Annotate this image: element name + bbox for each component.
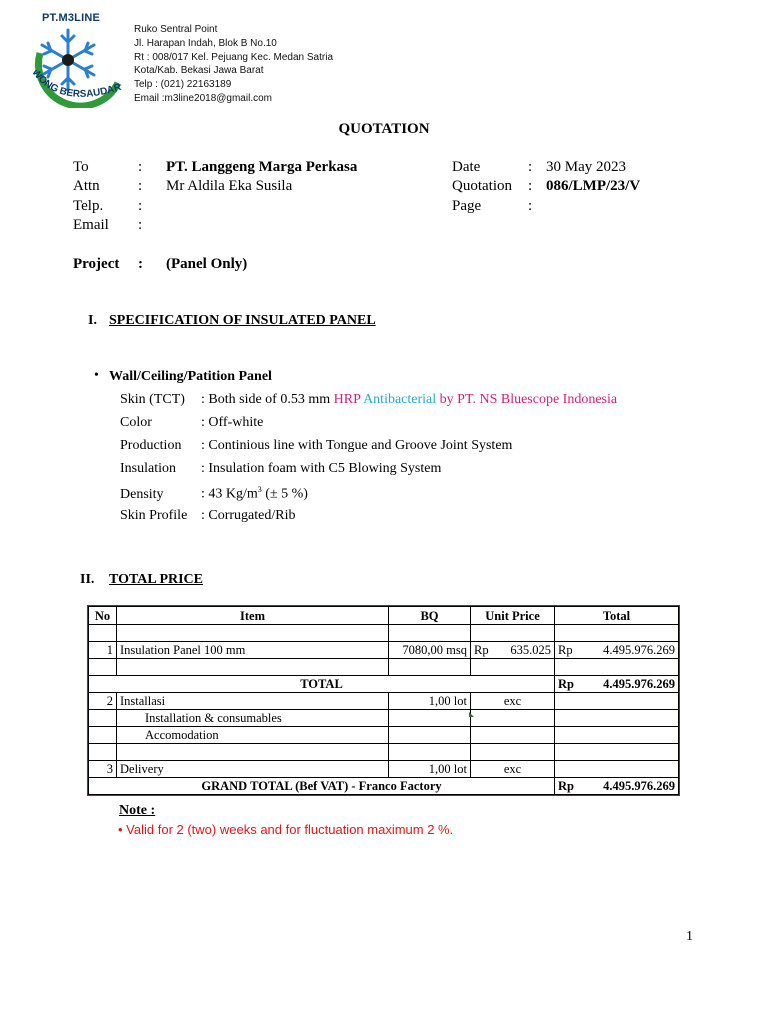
currency-label: Rp [558, 779, 574, 793]
date-label: Date [452, 159, 481, 175]
panel-type: Wall/Ceiling/Patition Panel [109, 369, 272, 384]
date-value: 30 May 2023 [546, 159, 626, 175]
spec-label: Skin (TCT) [120, 392, 185, 407]
to-value: PT. Langgeng Marga Perkasa [166, 159, 358, 175]
row-unit-price [471, 642, 555, 659]
phone-line: Telp : (021) 22163189 [134, 79, 232, 91]
spec-skin-profile [120, 508, 296, 524]
column-header: No [89, 607, 117, 625]
comment-marker-icon [469, 712, 474, 717]
density-superscript: 3 [257, 485, 262, 494]
row-subitem: Accomodation [117, 727, 389, 744]
price-table [88, 606, 679, 795]
grand-total-value: 4.495.976.269 [603, 779, 675, 793]
attn-value: Mr Aldila Eka Susila [166, 178, 293, 194]
bullet-icon: • [94, 368, 99, 383]
bullet-icon: • [118, 822, 123, 837]
spec-antibacterial: Antibacterial [360, 392, 437, 407]
spec-value: : 43 Kg/m [201, 486, 258, 502]
row-total [555, 642, 679, 659]
colon: : [138, 256, 143, 272]
column-header: BQ [389, 607, 471, 625]
column-header: Total [555, 607, 679, 625]
density-tolerance: (± 5 %) [261, 486, 308, 502]
currency-label: Rp [474, 643, 489, 657]
spec-label: Density [120, 486, 164, 502]
email-label: Email [73, 217, 109, 233]
quotation-label: Quotation [452, 178, 512, 194]
section-1-number: I. [88, 313, 97, 328]
spec-value: : Corrugated/Rib [201, 508, 296, 523]
spec-value: : Both side of 0.53 mm [201, 392, 334, 407]
to-label: To [73, 159, 89, 175]
section-1-title: SPECIFICATION OF INSULATED PANEL [109, 313, 376, 328]
row-number: 2 [89, 693, 117, 710]
table-row-blank [89, 744, 679, 761]
section-2-number: II. [80, 572, 95, 587]
spec-label: Production [120, 438, 182, 453]
spec-skin [120, 392, 617, 408]
row-number: 3 [89, 761, 117, 778]
row-bq: 1,00 lot [389, 761, 471, 778]
table-row-blank [89, 659, 679, 676]
email-line: Email :m3line2018@gmail.com [134, 92, 272, 104]
note-content: Valid for 2 (two) weeks and for fluctuation maximum 2 %. [122, 822, 454, 837]
page-label: Page [452, 198, 482, 214]
spec-production [120, 438, 512, 454]
row-bq: 1,00 lot [389, 693, 471, 710]
total-amount [555, 676, 679, 693]
company-address [134, 23, 333, 106]
colon: : [528, 178, 533, 194]
colon: : [138, 198, 143, 214]
document-title: QUOTATION [338, 121, 430, 137]
spec-label: Color [120, 415, 152, 430]
spec-color [120, 415, 263, 431]
row-item: Installasi [117, 693, 389, 710]
table-row [89, 642, 679, 659]
table-grand-total-row [89, 778, 679, 795]
column-header: Item [117, 607, 389, 625]
address-line: Rt : 008/017 Kel. Pejuang Kec. Medan Satria [134, 51, 334, 63]
address-line: Kota/Kab. Bekasi Jawa Barat [134, 65, 264, 77]
spec-label: Skin Profile [120, 508, 188, 523]
spec-value: : Off-white [201, 415, 264, 430]
spec-density [120, 485, 308, 503]
address-line: Ruko Sentral Point [134, 24, 218, 35]
spec-insulation [120, 461, 441, 477]
unit-price-value: 635.025 [510, 643, 551, 657]
row-total-value: 4.495.976.269 [603, 643, 675, 657]
table-header-row [89, 607, 679, 625]
spec-value: : Continious line with Tongue and Groove Joint System [201, 438, 513, 453]
colon: : [138, 217, 143, 233]
table-row-sub [89, 727, 679, 744]
row-total [555, 693, 679, 710]
row-unit-price: exc [471, 693, 555, 710]
colon: : [138, 178, 143, 194]
row-item: Insulation Panel 100 mm [117, 642, 389, 659]
row-unit-price: exc [471, 761, 555, 778]
row-bq: 7080,00 msq [389, 642, 471, 659]
project-value: (Panel Only) [166, 256, 248, 272]
table-row [89, 693, 679, 710]
row-total [555, 761, 679, 778]
spec-hrp: HRP [333, 392, 361, 407]
spec-label: Insulation [120, 461, 176, 476]
grand-total-amount [555, 778, 679, 795]
logo-ring-label: WONG BERSAUDAR [29, 70, 123, 100]
company-name-logo: PT.M3LINE [42, 12, 101, 24]
colon: : [138, 159, 143, 175]
note-title: Note : [119, 803, 156, 818]
table-row-sub [89, 710, 679, 727]
note-text [118, 822, 453, 837]
quotation-number: 086/LMP/23/V [546, 178, 641, 194]
total-label: TOTAL [89, 676, 555, 693]
row-item: Delivery [117, 761, 389, 778]
telp-label: Telp. [73, 198, 104, 214]
currency-label: Rp [558, 643, 573, 657]
table-row-blank [89, 625, 679, 642]
row-number: 1 [89, 642, 117, 659]
total-value: 4.495.976.269 [603, 677, 675, 691]
spec-value: : Insulation foam with C5 Blowing System [201, 461, 442, 476]
page-number: 1 [686, 929, 693, 944]
row-subitem: Installation & consumables [117, 710, 389, 727]
attn-label: Attn [73, 178, 100, 194]
colon: : [528, 159, 533, 175]
address-line: Jl. Harapan Indah, Blok B No.10 [134, 37, 277, 49]
logo-ring-text [28, 70, 128, 115]
table-row [89, 761, 679, 778]
currency-label: Rp [558, 677, 574, 691]
section-2-title: TOTAL PRICE [109, 572, 204, 587]
spec-supplier: by PT. NS Bluescope Indonesia [436, 392, 618, 407]
grand-total-label: GRAND TOTAL (Bef VAT) - Franco Factory [89, 778, 555, 795]
column-header: Unit Price [471, 607, 555, 625]
colon: : [528, 198, 533, 214]
table-total-row [89, 676, 679, 693]
project-label: Project [73, 256, 120, 272]
svg-text:WONG BERSAUDARA [28, 70, 123, 100]
